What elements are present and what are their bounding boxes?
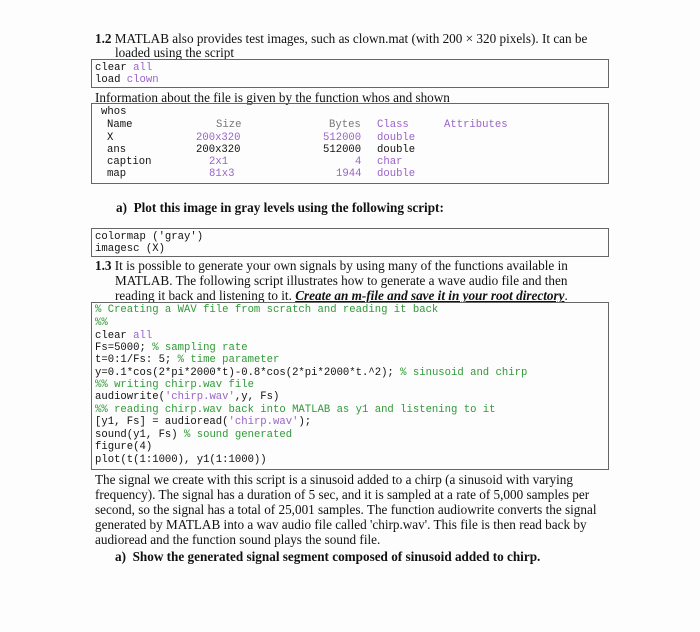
- whos-output: [91, 103, 609, 184]
- header-bytes: Bytes: [329, 119, 361, 131]
- table-cell: 200x320: [196, 144, 241, 156]
- code-line: t=0:1/Fs: 5; % time parameter: [95, 354, 280, 366]
- header-class: Class: [377, 119, 409, 131]
- code-line: %% reading chirp.wav back into MATLAB as y1 and listening to it: [95, 404, 496, 416]
- paragraph-line: second, so the signal has a total of 25,001 samples. The function audiowrite converts the signal: [95, 502, 597, 517]
- table-cell: 512000: [323, 144, 362, 156]
- whos-command: whos: [101, 106, 127, 118]
- table-cell: 512000: [323, 132, 362, 144]
- table-cell: double: [377, 168, 416, 180]
- code-line: figure(4): [95, 441, 153, 453]
- header-size: Size: [216, 119, 242, 131]
- table-cell: 200x320: [196, 132, 241, 144]
- code-line: Fs=5000; % sampling rate: [95, 342, 248, 354]
- table-cell: 81x3: [209, 168, 235, 180]
- code-line: [y1, Fs] = audioread('chirp.wav');: [95, 416, 312, 428]
- code-line: %% writing chirp.wav file: [95, 379, 254, 391]
- table-cell: 2x1: [209, 156, 229, 168]
- code-line: clear all: [95, 330, 153, 342]
- table-cell: 1944: [336, 168, 362, 180]
- code-line: y=0.1*cos(2*pi*2000*t)-0.8*cos(2*pi*2000*t.^2); % sinusoid and chirp: [95, 367, 528, 379]
- code-line: sound(y1, Fs) % sound generated: [95, 429, 293, 441]
- emphasis-text: Create an m-file and save it in your root directory: [295, 288, 565, 303]
- header-name: Name: [107, 119, 133, 131]
- table-cell: 4: [355, 156, 362, 168]
- code-line: plot(t(1:1000), y1(1:1000)): [95, 454, 267, 466]
- paragraph-line: generated by MATLAB into a wav audio file called 'chirp.wav'. This file is then read back by: [95, 517, 587, 532]
- code-line: imagesc (X): [95, 243, 165, 255]
- code-block-colormap: [91, 228, 609, 257]
- table-cell: double: [377, 132, 416, 144]
- code-line: % Creating a WAV file from scratch and reading it back: [95, 304, 439, 316]
- section-1-3-line2: MATLAB. The following script illustrates how to generate a wave audio file and then: [115, 273, 568, 288]
- code-line: colormap ('gray'): [95, 231, 204, 243]
- table-cell: caption: [107, 156, 152, 168]
- paragraph-line: The signal we create with this script is a sinusoid added to a chirp (a sinusoid with varying: [95, 472, 573, 487]
- section-1-3-line3: reading it back and listening to it. Create an m-file and save it in your root directory.: [115, 288, 568, 303]
- code-block-load: [91, 59, 609, 88]
- section-text: It is possible to generate your own signals by using many of the functions available in: [114, 258, 568, 273]
- question-plot-gray: a) Plot this image in gray levels using the following script:: [116, 200, 444, 215]
- table-cell: X: [107, 132, 114, 144]
- paragraph-line: frequency). The signal has a duration of 5 sec, and it is sampled at a rate of 5,000 samples per: [95, 487, 590, 502]
- table-cell: ans: [107, 144, 127, 156]
- info-caption: Information about the file is given by the function whos and shown: [95, 90, 450, 105]
- code-line: clear all: [95, 62, 153, 74]
- section-number: 1.2: [95, 31, 112, 46]
- code-line: audiowrite('chirp.wav',y, Fs): [95, 391, 280, 403]
- code-block-wav: [91, 302, 609, 470]
- code-line: load clown: [95, 74, 159, 86]
- question-show-signal: a) Show the generated signal segment composed of sinusoid added to chirp.: [115, 549, 541, 564]
- section-text: MATLAB also provides test images, such as clown.mat (with 200 × 320 pixels). It can be: [114, 31, 588, 46]
- section-number: 1.3: [95, 258, 112, 273]
- table-cell: map: [107, 168, 127, 180]
- table-cell: char: [377, 156, 403, 168]
- code-line: %%: [95, 317, 108, 329]
- table-cell: double: [377, 144, 416, 156]
- section-1-2-line2: loaded using the script: [115, 45, 235, 60]
- paragraph-line: audioread and the function sound plays the sound file.: [95, 532, 381, 547]
- header-attributes: Attributes: [444, 119, 508, 131]
